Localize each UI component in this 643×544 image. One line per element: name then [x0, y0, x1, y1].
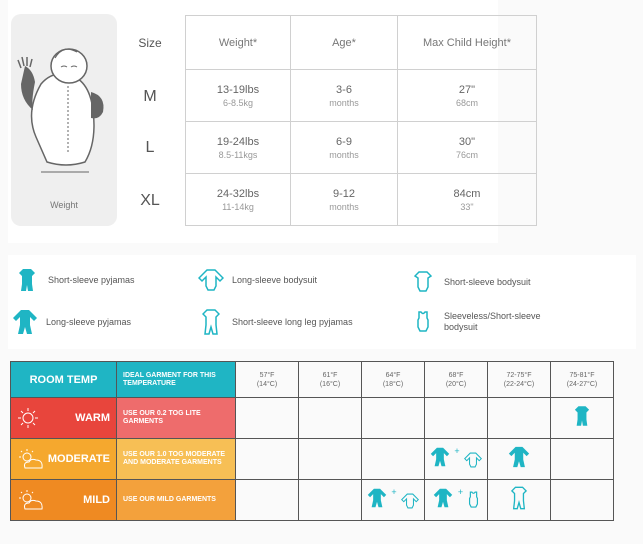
height-cell [398, 70, 537, 122]
table-row [186, 70, 537, 122]
weight-cell [186, 70, 291, 122]
age-cell [291, 70, 398, 122]
temp-cell [362, 439, 425, 480]
height-sub: 33" [460, 201, 474, 212]
height-cell [398, 122, 537, 174]
temp-cell [488, 480, 551, 521]
mild-desc: USE OUR MILD GARMENTS [117, 480, 236, 521]
temp-cell [551, 398, 614, 439]
legend-item [410, 269, 531, 295]
warm-desc: USE OUR 0.2 TOG LITE GARMENTS [117, 398, 236, 439]
weight-value: 13-19lbs [216, 83, 260, 96]
legend-item [12, 309, 131, 335]
garment-legend [8, 255, 636, 349]
age-sub: months [329, 97, 359, 108]
temp-col [488, 362, 551, 398]
temp-f: 68°F [448, 371, 464, 379]
table-row [11, 480, 614, 521]
weight-header: Weight* [186, 16, 291, 70]
long-sleeve-bodysuit-icon [464, 452, 482, 468]
temperature-table [10, 361, 614, 521]
temp-c: (20°C) [445, 380, 467, 388]
height-sub: 68cm [455, 97, 478, 108]
legend-item [14, 267, 135, 293]
sun-cloud-icon [17, 489, 45, 511]
temp-f: 57°F [259, 371, 275, 379]
age-sub: months [329, 149, 359, 160]
short-sleeve-pyjamas-icon [574, 405, 590, 427]
long-sleeve-pyjamas-icon [508, 445, 530, 469]
age-value: 9-12 [332, 187, 356, 200]
table-row [186, 122, 537, 174]
mild-label: MILD [83, 494, 110, 506]
ideal-garment-desc: IDEAL GARMENT FOR THIS TEMPERATURE [117, 362, 236, 398]
temp-c: (14°C) [256, 380, 278, 388]
temp-cell [236, 398, 299, 439]
long-sleeve-pyjamas-icon [433, 487, 453, 509]
room-temp-label [11, 362, 117, 398]
temp-cell [299, 439, 362, 480]
legend-label: Long-sleeve bodysuit [232, 274, 318, 285]
temp-cell [551, 439, 614, 480]
legend-label: Short-sleeve long leg pyjamas [232, 316, 353, 327]
size-label-l: L [145, 139, 155, 156]
long-sleeve-bodysuit-icon [198, 267, 224, 293]
temp-cell [551, 480, 614, 521]
legend-label: Long-sleeve pyjamas [46, 316, 132, 327]
table-row [11, 398, 614, 439]
mild-label-cell [11, 480, 117, 521]
height-value: 84cm [453, 187, 481, 200]
weight-sub: 11-14kg [222, 201, 254, 212]
temp-c: (22-24°C) [503, 380, 535, 388]
moderate-label: MODERATE [47, 453, 110, 465]
table-row [11, 439, 614, 480]
warm-label-cell [11, 398, 117, 439]
temp-col [236, 362, 299, 398]
illustration-box [11, 14, 117, 226]
temp-cell [299, 480, 362, 521]
age-header: Age* [291, 16, 398, 70]
temp-col [299, 362, 362, 398]
age-cell [291, 122, 398, 174]
moderate-label-cell [11, 439, 117, 480]
temp-col [362, 362, 425, 398]
temp-cell [362, 398, 425, 439]
legend-item [198, 309, 353, 335]
short-sleeve-bodysuit-icon [410, 269, 436, 295]
room-temp-text: ROOM TEMP [29, 373, 98, 386]
moderate-desc: USE OUR 1.0 TOG MODERATE AND MODERATE GARMENTS [117, 439, 236, 480]
weight-value: 24-32lbs [216, 187, 260, 200]
short-sleeve-pyjamas-icon [14, 267, 40, 293]
age-sub: months [329, 201, 359, 212]
size-table-header [186, 16, 537, 70]
temp-header-row [11, 362, 614, 398]
size-label-xl: XL [140, 192, 160, 209]
height-value: 27" [458, 83, 476, 96]
height-sub: 76cm [455, 149, 478, 160]
long-sleeve-pyjamas-icon [367, 487, 387, 509]
temp-cell: + [425, 480, 488, 521]
temp-col [551, 362, 614, 398]
height-value: 30" [458, 135, 476, 148]
baby-sleepsuit-illustration [11, 22, 117, 192]
temp-cell [299, 398, 362, 439]
long-sleeve-pyjamas-icon [430, 446, 450, 468]
temp-c: (24-27°C) [566, 380, 598, 388]
legend-label: Short-sleeve pyjamas [48, 274, 135, 285]
legend-label: Short-sleeve bodysuit [444, 276, 531, 287]
legend-item [410, 309, 554, 335]
size-header: Size [138, 36, 162, 50]
long-sleeve-pyjamas-icon [12, 309, 38, 335]
temp-cell: + [425, 439, 488, 480]
sleeveless-bodysuit-icon [410, 309, 436, 335]
weight-value: 19-24lbs [216, 135, 260, 148]
temp-cell [488, 439, 551, 480]
height-header: Max Child Height* [398, 16, 537, 70]
temp-c: (18°C) [382, 380, 404, 388]
temp-c: (16°C) [319, 380, 341, 388]
size-label-m: M [143, 88, 157, 105]
short-sleeve-long-leg-pyjamas-icon [198, 309, 224, 335]
sun-icon [17, 407, 39, 429]
size-table [185, 15, 537, 226]
temp-f: 72-75°F [506, 371, 532, 379]
age-value: 6-9 [336, 135, 352, 148]
temp-cell [425, 398, 488, 439]
short-sleeve-long-leg-pyjamas-icon [511, 486, 527, 510]
age-value: 3-6 [336, 83, 352, 96]
temp-f: 75-81°F [569, 371, 595, 379]
weight-sub: 8.5-11kgs [218, 149, 258, 160]
temp-cell [488, 398, 551, 439]
temp-cell [236, 480, 299, 521]
temp-cell: + [362, 480, 425, 521]
long-sleeve-bodysuit-icon [401, 493, 419, 509]
legend-label: Sleeveless/Short-sleeve bodysuit [444, 311, 541, 332]
weight-sub: 6-8.5kg [222, 97, 254, 108]
weight-cell [186, 174, 291, 226]
temp-cell [236, 439, 299, 480]
weight-cell [186, 122, 291, 174]
temp-f: 64°F [385, 371, 401, 379]
temp-f: 61°F [322, 371, 338, 379]
sun-cloud-icon [17, 448, 45, 470]
illustration-caption: Weight [50, 200, 78, 210]
table-row [186, 174, 537, 226]
warm-label: WARM [75, 412, 110, 424]
temp-col [425, 362, 488, 398]
sleeveless-bodysuit-icon [468, 491, 479, 509]
height-cell [398, 174, 537, 226]
legend-item [198, 267, 317, 293]
age-cell [291, 174, 398, 226]
